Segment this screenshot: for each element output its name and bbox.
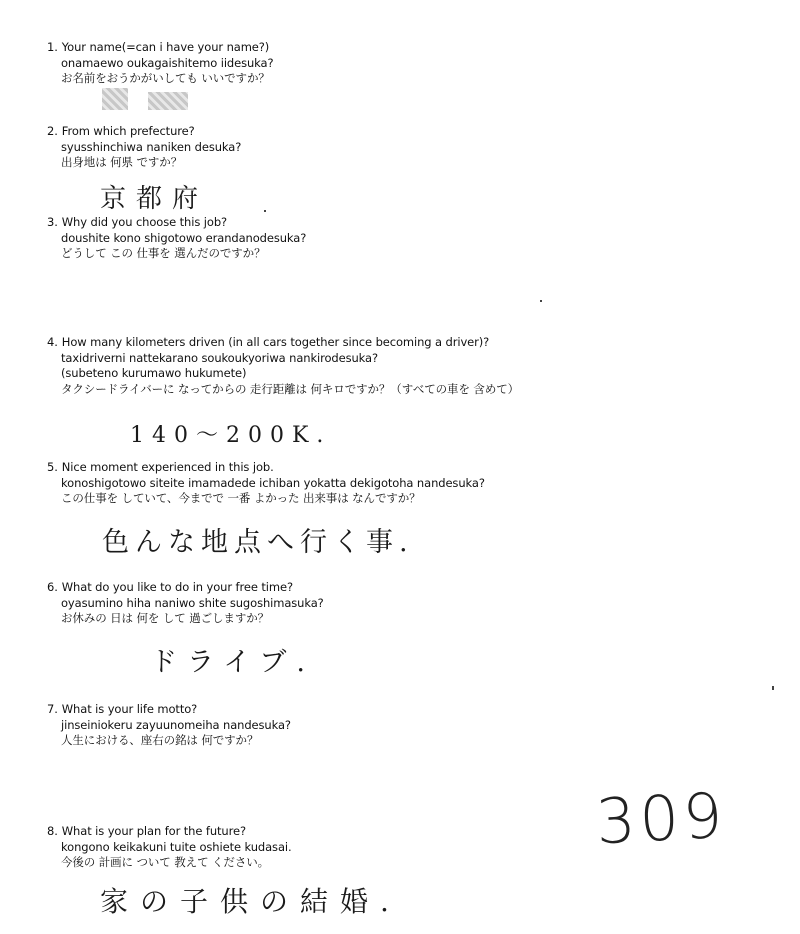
question-en: What is your life motto? [61, 702, 198, 716]
handwritten-answer-5: 色んな地点へ行く事. [102, 527, 414, 558]
question-romaji-2: (subeteno kurumawo hukumete) [61, 366, 247, 380]
question-romaji: kongono keikakuni tuite oshiete kudasai. [61, 839, 292, 854]
question-number: 1. [47, 40, 58, 54]
question-romaji: oyasumino hiha naniwo shite sugoshimasuka? [61, 595, 324, 610]
question-en: How many kilometers driven (in all cars together since becoming a driver)? [61, 335, 490, 349]
question-en: Why did you choose this job? [61, 215, 228, 229]
handwritten-answer-8: 家の子供の結婚. [100, 885, 401, 918]
question-jp: この仕事を していて、今までで 一番 よかった 出来事は なんですか？ [61, 491, 421, 505]
question-en: From which prefecture? [61, 124, 195, 138]
question-jp: 今後の 計画に ついて 教えて ください。 [61, 855, 270, 869]
question-romaji: syusshinchiwa naniken desuka? [61, 139, 242, 154]
question-romaji: jinseiniokeru zayuunomeiha nandesuka? [61, 717, 291, 732]
scan-speck [264, 210, 266, 212]
question-number: 5. [47, 460, 58, 474]
redacted-name [148, 92, 188, 110]
question-2 [47, 124, 241, 171]
question-number: 8. [47, 824, 58, 838]
question-en: Nice moment experienced in this job. [61, 460, 274, 474]
question-en: Your name(=can i have your name?) [61, 40, 270, 54]
handwritten-answer-2: 京都府 [100, 184, 209, 214]
question-7 [47, 702, 291, 749]
question-number: 6. [47, 580, 58, 594]
question-6 [47, 580, 324, 627]
question-number: 2. [47, 124, 58, 138]
handwritten-answer-6: ドライブ. [150, 647, 315, 678]
question-5 [47, 460, 485, 507]
question-1 [47, 40, 273, 87]
handwritten-page-number: 309 [594, 778, 729, 859]
scan-speck [540, 300, 542, 302]
handwritten-answer-4: 140～200K. [130, 423, 332, 448]
question-jp: 出身地は 何県 ですか？ [61, 155, 183, 169]
question-en: What do you like to do in your free time? [61, 580, 293, 594]
question-romaji: taxidriverni nattekarano soukoukyoriwa nankirodesuka? [61, 350, 378, 365]
question-jp: どうして この 仕事を 選んだのですか？ [61, 246, 266, 260]
question-romaji: onamaewo oukagaishitemo iidesuka? [61, 55, 274, 70]
redacted-name [102, 88, 128, 110]
question-jp: 人生における、座右の銘は 何ですか？ [61, 733, 259, 747]
question-3 [47, 215, 306, 262]
question-4 [47, 335, 519, 397]
question-8 [47, 824, 292, 871]
question-romaji: konoshigotowo siteite imamadede ichiban yokatta dekigotoha nandesuka? [61, 475, 485, 490]
question-jp: お休みの 日は 何を して 過ごしますか？ [61, 611, 270, 625]
question-number: 3. [47, 215, 58, 229]
question-number: 7. [47, 702, 58, 716]
question-number: 4. [47, 335, 58, 349]
question-jp: タクシードライバーに なってからの 走行距離は 何キロですか？（すべての車を 含めて） [61, 381, 520, 396]
question-en: What is your plan for the future? [61, 824, 246, 838]
question-jp: お名前をおうかがいしても いいですか？ [61, 71, 270, 85]
scan-speck [772, 686, 774, 690]
question-romaji: doushite kono shigotowo erandanodesuka? [61, 230, 307, 245]
